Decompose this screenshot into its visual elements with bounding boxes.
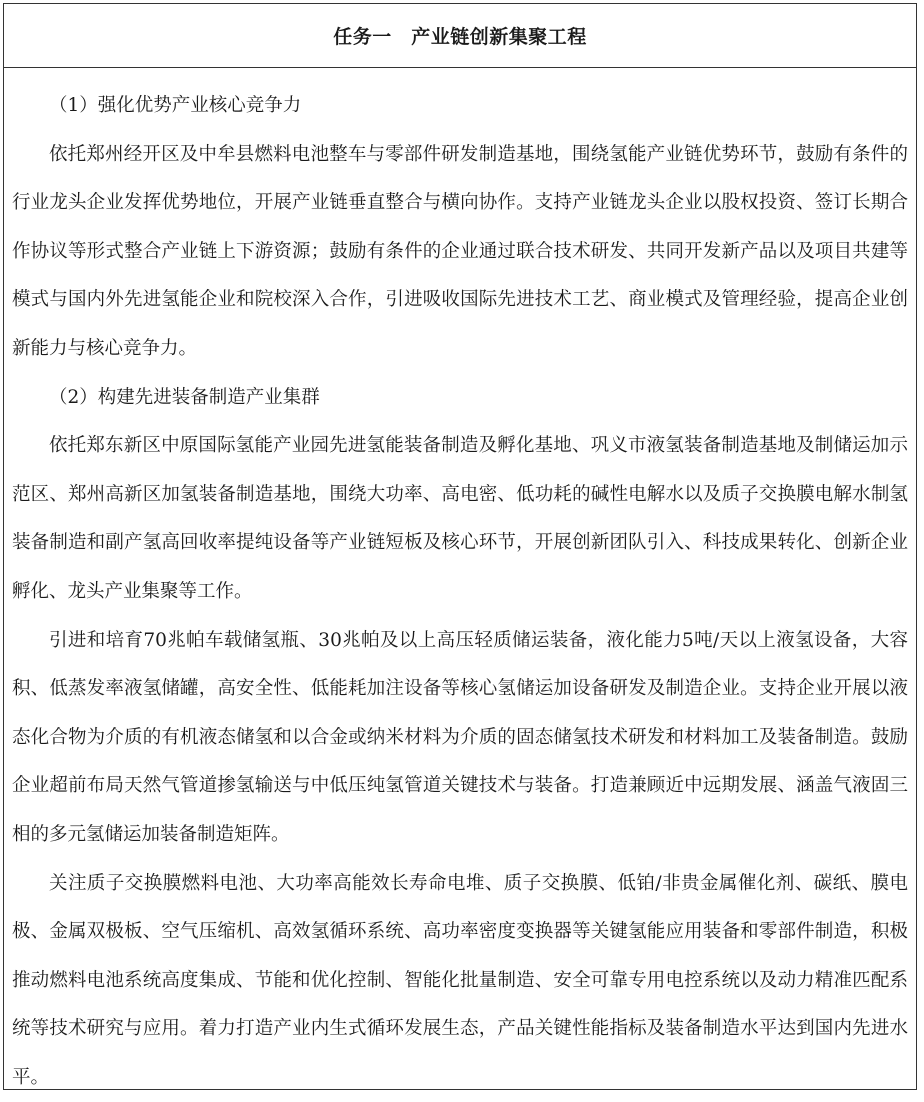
section-1-paragraph-1: 依托郑州经开区及中牟县燃料电池整车与零部件研发制造基地，围绕氢能产业链优势环节，鼓励有条件的行业龙头企业发挥优势地位，开展产业链垂直整合与横向协作。支持产业链龙头企业以股权投资、签订长期合作协议等形式整合产业链上下游资源；鼓励有条件的企业通过联合技术研发、共同开发新产品以及项目共建等模式与国内外先进氢能企业和院校深入合作，引进吸收国际先进技术工艺、商业模式及管理经验，提高企业创新能力与核心竞争力。 [12, 131, 908, 374]
table-content [4, 68, 916, 1102]
section-heading-1: （1）强化优势产业核心竞争力 [12, 82, 908, 131]
section-2-paragraph-3: 关注质子交换膜燃料电池、大功率高能效长寿命电堆、质子交换膜、低铂/非贵金属催化剂、碳纸、膜电极、金属双极板、空气压缩机、高效氢循环系统、高功率密度变换器等关键氢能应用装备和零部件制造，积极推动燃料电池系统高度集成、节能和优化控制、智能化批量制造、安全可靠专用电控系统以及动力精准匹配系统等技术研究与应用。着力打造产业内生式循环发展生态，产品关键性能指标及装备制造水平达到国内先进水平。 [12, 860, 908, 1102]
section-2-paragraph-1: 依托郑东新区中原国际氢能产业园先进氢能装备制造及孵化基地、巩义市液氢装备制造基地及制储运加示范区、郑州高新区加氢装备制造基地，围绕大功率、高电密、低功耗的碱性电解水以及质子交换膜电解水制氢装备制造和副产氢高回收率提纯设备等产业链短板及核心环节，开展创新团队引入、科技成果转化、创新企业孵化、龙头产业集聚等工作。 [12, 422, 908, 616]
task-table [3, 3, 917, 1090]
section-heading-2: （2）构建先进装备制造产业集群 [12, 374, 908, 423]
table-header [4, 4, 916, 68]
section-2-paragraph-2: 引进和培育70兆帕车载储氢瓶、30兆帕及以上高压轻质储运装备，液化能力5吨/天以上液氢设备，大容积、低蒸发率液氢储罐，高安全性、低能耗加注设备等核心氢储运加设备研发及制造企业。支持企业开展以液态化合物为介质的有机液态储氢和以合金或纳米材料为介质的固态储氢技术研发和材料加工及装备制造。鼓励企业超前布局天然气管道掺氢输送与中低压纯氢管道关键技术与装备。打造兼顾近中远期发展、涵盖气液固三相的多元氢储运加装备制造矩阵。 [12, 617, 908, 860]
table-title: 任务一 产业链创新集聚工程 [333, 22, 587, 49]
